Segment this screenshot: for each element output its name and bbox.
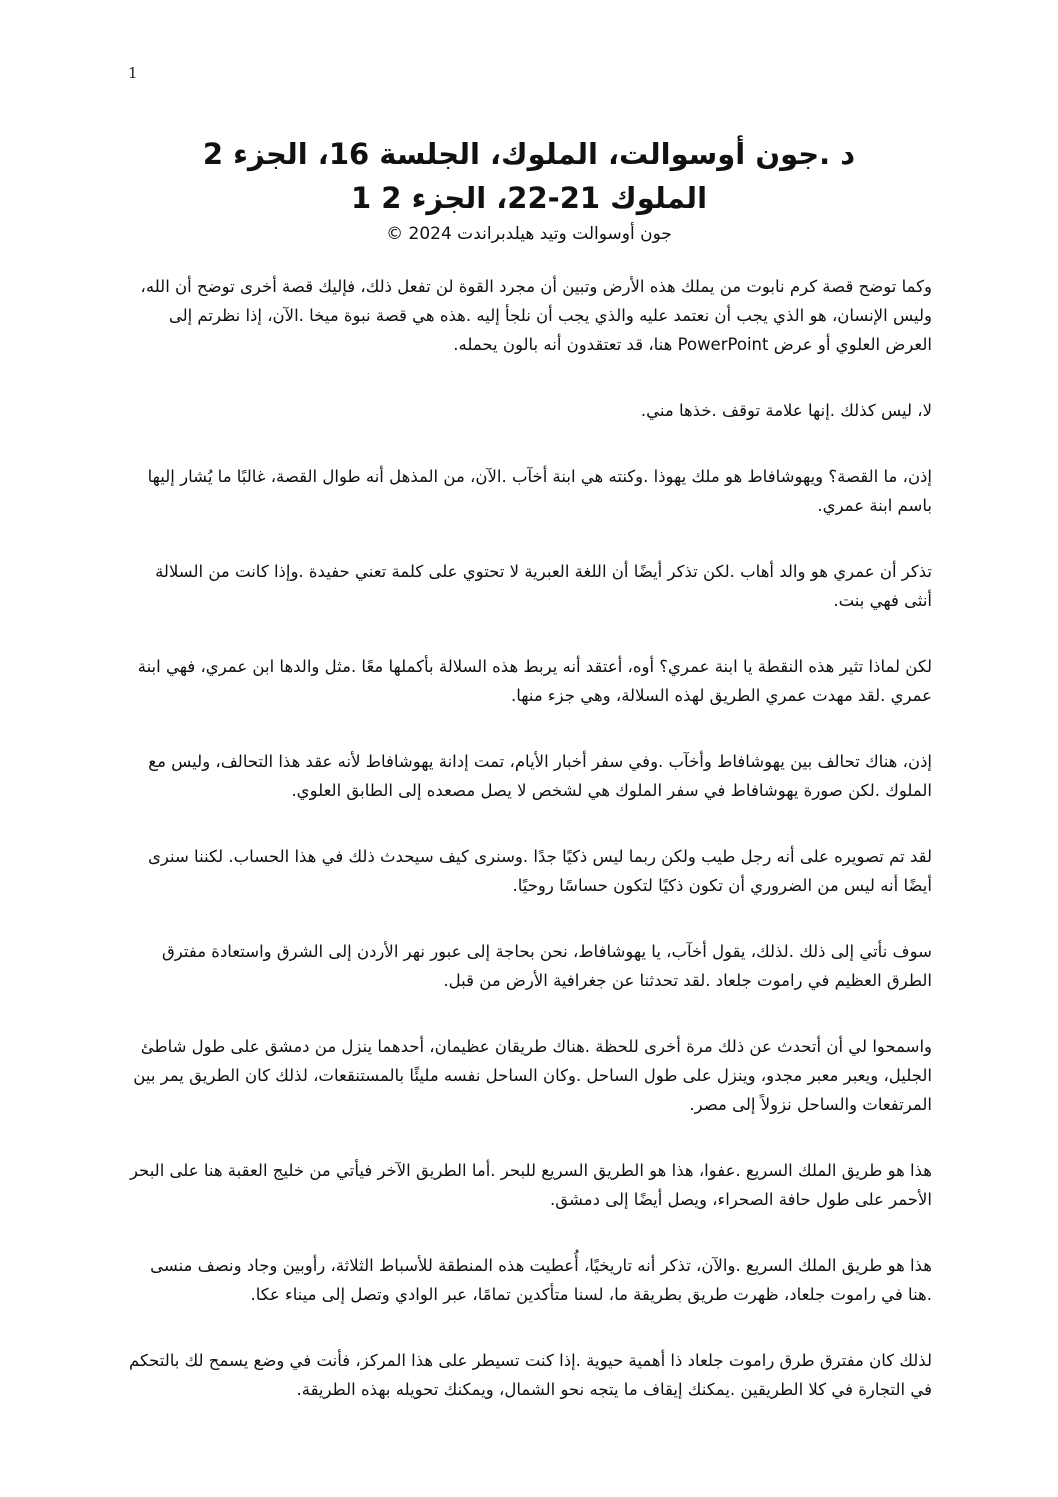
- paragraph: واسمحوا لي أن أتحدث عن ذلك مرة أخرى للحظة .هناك طريقان عظيمان، أحدهما ينزل من دمشق على طول شاطئ الجليل، ويعبر معبر مجدو، وينزل على طول الساحل .وكان الساحل نفسه مليئًا بالمستنقعات، لذلك كان الطريق يمر بين المرتفعات والساحل نزولاً إلى مصر.: [133, 1037, 932, 1114]
- paragraph: لقد تم تصويره على أنه رجل طيب ولكن ربما ليس ذكيًا جدًا .وسنرى كيف سيحدث ذلك في هذا الحساب. لكننا سنرى أيضًا أنه ليس من الضروري أن تكون ذكيًا لتكون حساسًا روحيًا.: [147, 847, 932, 895]
- paragraph: وكما توضح قصة كرم نابوت من يملك هذه الأرض وتبين أن مجرد القوة لن تفعل ذلك، فإليك قصة أخرى توضح أن الله، وليس الإنسان، هو الذي يجب أن نعتمد عليه والذي يجب أن نلجأ إليه .هذه هي قصة نبوة ميخا .الآن، إذا نظرتم إلى العرض العلوي أو عرض PowerPoint هنا، قد تعتقدون أنه بالون يحمله.: [140, 277, 932, 354]
- paragraph: لا، ليس كذلك .إنها علامة توقف .خذها مني.: [640, 401, 932, 420]
- title-line-2: الملوك 21-22، الجزء 2 1: [350, 181, 708, 215]
- paragraph: إذن، هناك تحالف بين يهوشافاط وأخآب .وفي سفر أخبار الأيام، تمت إدانة يهوشافاط لأنه عقد هذا التحالف، وليس مع الملوك .لكن صورة يهوشافاط في سفر الملوك هي لشخص لا يصل مصعده إلى الطابق العلوي.: [148, 752, 932, 800]
- title-line-1: د .جون أوسوالت، الملوك، الجلسة 16، الجزء 2: [202, 137, 856, 171]
- page-number: 1: [128, 64, 138, 82]
- paragraph: سوف نأتي إلى ذلك .لذلك، يقول أخآب، يا يهوشافاط، نحن بحاجة إلى عبور نهر الأردن إلى الشرق واستعادة مفترق الطرق العظيم في راموت جلعاد .لقد تحدثنا عن جغرافية الأرض من قبل.: [161, 942, 932, 990]
- paragraph: هذا هو طريق الملك السريع .والآن، تذكر أنه تاريخيًا، أُعطيت هذه المنطقة للأسباط الثلاثة، رأوبين وجاد ونصف منسى .هنا في راموت جلعاد، ظهرت طريق بطريقة ما، لسنا متأكدين تمامًا، عبر الوادي وتصل إلى ميناء عكا.: [150, 1256, 932, 1304]
- paragraph: لكن لماذا تثير هذه النقطة يا ابنة عمري؟ أوه، أعتقد أنه يربط هذه السلالة بأكملها معًا .مثل والدها ابن عمري، فهي ابنة عمري .لقد مهدت عمري الطريق لهذه السلالة، وهي جزء منها.: [137, 657, 932, 705]
- document-header: [0, 132, 1058, 246]
- paragraph: هذا هو طريق الملك السريع .عفوا، هذا هو الطريق السريع للبحر .أما الطريق الآخر فيأتي من خليج العقبة هنا على البحر الأحمر على طول حافة الصحراء، ويصل أيضًا إلى دمشق.: [129, 1161, 932, 1209]
- paragraph: لذلك كان مفترق طرق راموت جلعاد ذا أهمية حيوية .إذا كنت تسيطر على هذا المركز، فأنت في وضع يسمح لك بالتحكم في التجارة في كلا الطريقين .يمكنك إيقاف ما يتجه نحو الشمال، ويمكنك تحويله بهذه الطريقة.: [129, 1351, 932, 1399]
- copyright-line: جون أوسوالت وتيد هيلدبراندت 2024 ©: [386, 224, 672, 244]
- document-body: [122, 272, 932, 1441]
- paragraph: إذن، ما القصة؟ ويهوشافاط هو ملك يهوذا .وكنته هي ابنة أخآب .الآن، من المذهل أنه طوال القصة، غالبًا ما يُشار إليها باسم ابنة عمري.: [147, 467, 932, 515]
- paragraph: تذكر أن عمري هو والد أهاب .لكن تذكر أيضًا أن اللغة العبرية لا تحتوي على كلمة تعني حفيدة .وإذا كانت من السلالة أنثى فهي بنت.: [155, 562, 932, 610]
